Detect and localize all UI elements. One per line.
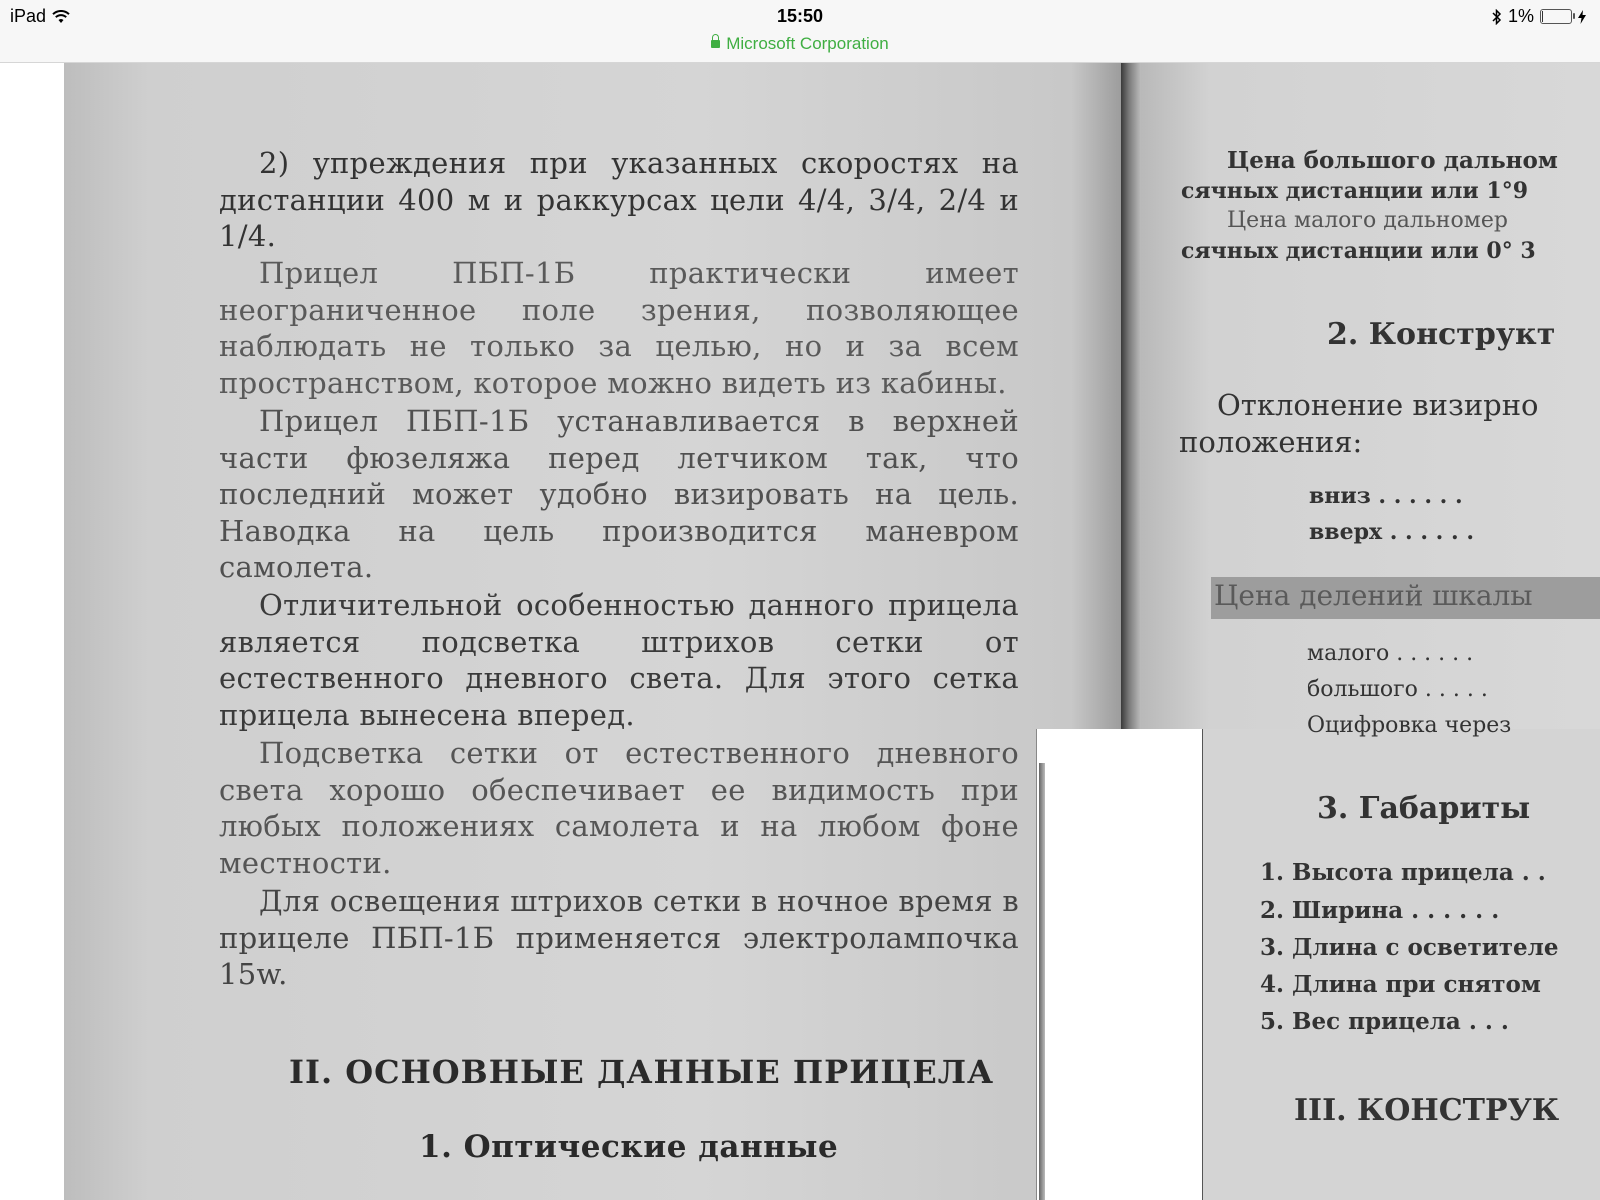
paragraph-1	[219, 145, 1019, 255]
right-down: вниз . . . . . .	[1309, 483, 1463, 509]
charging-icon	[1578, 10, 1586, 24]
battery-fill	[1542, 11, 1543, 22]
right-scale-price: Цена делений шкалы	[1214, 579, 1533, 612]
right-dim-5: 5. Вес прицела . . .	[1260, 1008, 1509, 1035]
right-line-2: сячных дистанции или 1°9	[1181, 178, 1529, 204]
right-up: вверх . . . . . .	[1309, 519, 1474, 545]
paragraph-4	[219, 587, 1019, 733]
url-label: Microsoft Corporation	[726, 34, 889, 53]
right-small: малого . . . . . .	[1307, 641, 1474, 666]
book-spine	[1121, 63, 1141, 743]
sub-heading: 1. Оптические данные	[419, 1129, 839, 1165]
paragraph-3	[219, 403, 1019, 586]
right-dim-3: 3. Длина с осветителе	[1260, 934, 1559, 961]
paragraph-5-text: Подсветка сетки от естественного дневного света хорошо обеспечивает ее видимость при любых положениях самолета и на любом фоне местности.	[219, 736, 1019, 880]
section-heading: II. ОСНОВНЫЕ ДАННЫЕ ПРИЦЕЛА	[289, 1053, 995, 1091]
status-bar	[0, 0, 1600, 63]
right-line-1: Цена большого дальном	[1227, 147, 1558, 174]
paragraph-6	[219, 883, 1019, 993]
device-name: iPad	[10, 6, 47, 26]
right-big: большого . . . . .	[1307, 677, 1488, 702]
right-line-4: сячных дистанции или 0° 3	[1181, 238, 1536, 264]
paragraph-2-text: Прицел ПБП-1Б практически имеет неограниченное поле зрения, позволяющее наблюдать не только за целью, но и за всем пространством, которое можно видеть из кабины.	[219, 256, 1019, 400]
right-dim-4: 4. Длина при снятом	[1260, 971, 1541, 998]
page-edge	[1039, 763, 1045, 1200]
scanned-book-image	[64, 63, 1600, 1200]
right-line-3: Цена малого дальномер	[1227, 208, 1508, 233]
paragraph-5	[219, 735, 1019, 881]
address-bar[interactable]	[0, 34, 1600, 54]
status-right	[1492, 6, 1586, 27]
right-digit: Оцифровка через	[1307, 713, 1512, 738]
paragraph-3-text: Прицел ПБП-1Б устанавливается в верхней части фюзеляжа перед летчиком так, что последний может удобно визировать на цель. Наводка на цель производится маневром самолета.	[219, 404, 1019, 584]
lock-icon	[711, 40, 720, 48]
battery-percent: 1%	[1507, 6, 1534, 26]
right-para-b: положения:	[1179, 425, 1363, 459]
paragraph-2	[219, 255, 1019, 401]
white-patch	[1036, 729, 1202, 1200]
right-heading-iii: III. КОНСТРУК	[1294, 1093, 1560, 1128]
bluetooth-icon	[1492, 9, 1502, 25]
right-dim-2: 2. Ширина . . . . . .	[1260, 897, 1500, 924]
right-dim-1: 1. Высота прицела . .	[1260, 859, 1546, 886]
battery-icon	[1540, 9, 1572, 24]
right-heading-2: 2. Конструкт	[1327, 317, 1556, 352]
paragraph-1-text: 2) упреждения при указанных скоростях на дистанции 400 м и раккурсах цели 4/4, 3/4, 2/4 и 1/4.	[219, 146, 1019, 253]
paragraph-6-text: Для освещения штрихов сетки в ночное время в прицеле ПБП-1Б применяется электролампочка 15w.	[219, 884, 1019, 991]
right-heading-3: 3. Габариты	[1317, 791, 1531, 826]
clock: 15:50	[776, 6, 824, 26]
right-para-a: Отклонение визирно	[1217, 388, 1539, 422]
paragraph-4-text: Отличительной особенностью данного прицела является подсветка штрихов сетки от естественного дневного света. Для этого сетка прицела вынесена вперед.	[219, 588, 1019, 732]
